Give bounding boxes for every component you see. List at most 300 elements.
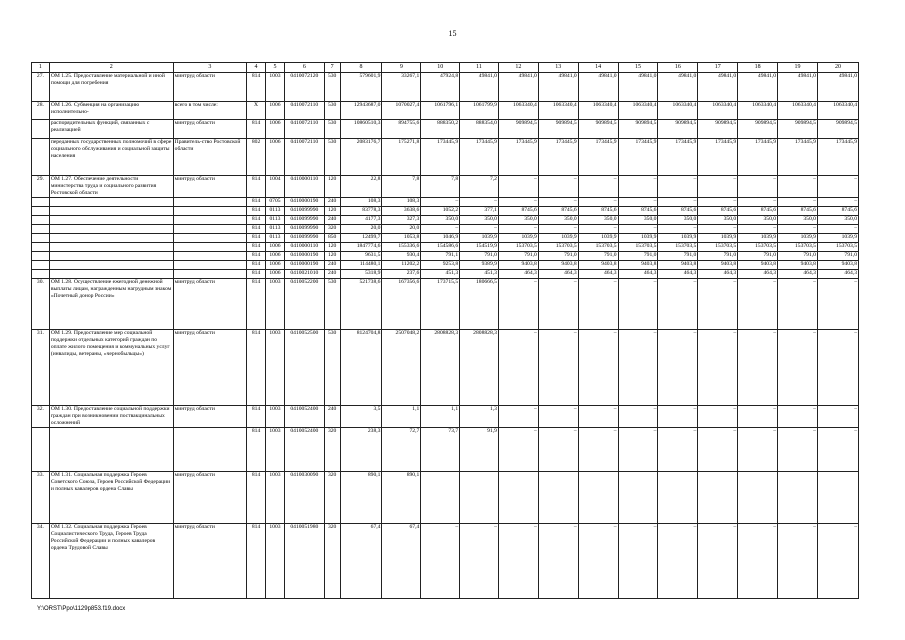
table-cell: – [698, 225, 738, 234]
table-cell: 814 [247, 234, 266, 243]
table-cell: – [578, 330, 618, 406]
table-row [32, 243, 859, 252]
table-cell: 1063340,4 [618, 102, 658, 120]
table-cell: – [658, 225, 698, 234]
table-cell: 175271,8 [382, 139, 421, 176]
table-cell: 814 [247, 198, 266, 207]
table-cell: 530 [324, 73, 340, 102]
table-cell: 10860510,3 [340, 120, 382, 139]
table-cell: 33267,1 [382, 73, 421, 102]
table-cell: 2507048,2 [382, 330, 421, 406]
table-cell [49, 207, 173, 216]
table-cell: 791,1 [421, 252, 460, 261]
table-cell: 9403,8 [498, 261, 538, 270]
table-row [32, 73, 859, 102]
table-cell: 153703,5 [778, 243, 818, 252]
table-cell: 377,1 [460, 207, 499, 216]
table-cell: – [778, 330, 818, 406]
table-row [32, 279, 859, 330]
table-cell: минтруд области [173, 73, 246, 102]
table-cell: 1063340,4 [738, 102, 778, 120]
table-cell: 451,3 [460, 270, 499, 279]
table-cell [658, 472, 698, 524]
table-cell: 579601,9 [340, 73, 382, 102]
table-cell: минтруд области [173, 176, 246, 198]
table-cell: 0410052500 [284, 330, 324, 406]
table-cell: – [578, 428, 618, 472]
table-cell: 1006 [266, 139, 285, 176]
table-cell: 173445,9 [421, 139, 460, 176]
table-cell: – [778, 524, 818, 599]
table-cell [173, 225, 246, 234]
table-cell: – [618, 225, 658, 234]
column-header: 6 [284, 63, 324, 73]
table-cell: 0410099990 [284, 216, 324, 225]
table-cell: 1003 [266, 472, 285, 524]
table-cell: ОМ 1.26. Субвенция на организацию исполнительно- [49, 102, 173, 120]
table-cell: 0410000110 [284, 243, 324, 252]
table-cell: 1003 [266, 406, 285, 428]
table-cell: 1006 [266, 120, 285, 139]
table-cell: 108,3 [382, 198, 421, 207]
table-cell: 802 [247, 139, 266, 176]
table-cell: 240 [324, 406, 340, 428]
table-cell: 320 [324, 524, 340, 599]
table-cell: 91,9 [460, 428, 499, 472]
column-header: 4 [247, 63, 266, 73]
table-cell: 464,3 [618, 270, 658, 279]
table-cell: 1847774,6 [340, 243, 382, 252]
table-cell: 464,3 [578, 270, 618, 279]
table-cell: 0410000190 [284, 261, 324, 270]
table-cell: 1039,9 [698, 234, 738, 243]
table-cell: – [817, 406, 858, 428]
table-cell [173, 261, 246, 270]
table-cell: 0410072110 [284, 139, 324, 176]
table-cell: 108,3 [340, 198, 382, 207]
table-row [32, 252, 859, 261]
table-cell: 909894,5 [817, 120, 858, 139]
table-cell: 1063340,4 [817, 102, 858, 120]
table-cell: 173445,9 [778, 139, 818, 176]
table-cell: 0410099990 [284, 234, 324, 243]
table-cell: – [658, 279, 698, 330]
table-cell: – [538, 406, 578, 428]
table-cell: 9403,8 [738, 261, 778, 270]
table-cell: 320 [324, 472, 340, 524]
table-cell: 32. [32, 406, 50, 428]
table-cell: – [778, 279, 818, 330]
table-row [32, 406, 859, 428]
table-cell: – [538, 225, 578, 234]
table-cell: 464,3 [778, 270, 818, 279]
table-row [32, 120, 859, 139]
table-cell: 120 [324, 207, 340, 216]
column-header: 14 [578, 63, 618, 73]
table-cell: 909894,5 [538, 120, 578, 139]
table-cell: 814 [247, 330, 266, 406]
table-cell: 1063340,4 [778, 102, 818, 120]
table-cell: 1039,9 [538, 234, 578, 243]
table-cell: 153703,5 [498, 243, 538, 252]
table-cell: 8124704,8 [340, 330, 382, 406]
table-cell: 49841,0 [778, 73, 818, 102]
table-cell [173, 234, 246, 243]
table-row [32, 207, 859, 216]
table-cell: 350,0 [778, 216, 818, 225]
table-cell: 49841,0 [618, 73, 658, 102]
table-cell: 0410099990 [284, 225, 324, 234]
table-cell: 0410000190 [284, 198, 324, 207]
table-cell: 173445,9 [538, 139, 578, 176]
table-cell: 350,0 [578, 216, 618, 225]
table-cell: 1006 [266, 270, 285, 279]
table-cell [173, 428, 246, 472]
table-row [32, 234, 859, 243]
table-cell [578, 472, 618, 524]
table-cell: – [578, 225, 618, 234]
table-cell: ОМ 1.30. Предоставление социальной поддержки граждан при возникновении поствакцинальных осложнений [49, 406, 173, 428]
table-cell: 240 [324, 270, 340, 279]
table-cell: – [658, 198, 698, 207]
table-cell: 1063340,4 [658, 102, 698, 120]
table-cell: – [498, 524, 538, 599]
table-row [32, 198, 859, 207]
table-cell: 49841,0 [738, 73, 778, 102]
table-cell: 4177,3 [340, 216, 382, 225]
file-path-footer: Y:\ORST\Ppo\1129p853.f19.docx [37, 606, 126, 612]
table-cell: 1003 [266, 524, 285, 599]
table-cell: 464,3 [698, 270, 738, 279]
table-cell: – [498, 198, 538, 207]
table-cell: 155336,6 [382, 243, 421, 252]
table-cell: – [658, 406, 698, 428]
table-cell: 1,1 [421, 406, 460, 428]
table-cell [32, 252, 50, 261]
table-cell: 0410072110 [284, 102, 324, 120]
table-cell: 11202,2 [382, 261, 421, 270]
table-cell: 27. [32, 73, 50, 102]
table-cell: минтруд области [173, 120, 246, 139]
column-header: 7 [324, 63, 340, 73]
table-cell: 8745,6 [538, 207, 578, 216]
table-cell [32, 216, 50, 225]
table-cell: 791,0 [738, 252, 778, 261]
table-cell: 320 [324, 225, 340, 234]
table-cell: 154586,6 [421, 243, 460, 252]
table-cell: 930,4 [382, 252, 421, 261]
table-cell: – [817, 176, 858, 198]
table-cell: 34. [32, 524, 50, 599]
column-header: 2 [49, 63, 173, 73]
table-cell: 814 [247, 270, 266, 279]
table-cell: 1039,9 [618, 234, 658, 243]
table-cell: 814 [247, 252, 266, 261]
table-row [32, 270, 859, 279]
table-cell: минтруд области [173, 330, 246, 406]
table-cell: 167356,6 [382, 279, 421, 330]
table-cell: 894755,6 [382, 120, 421, 139]
table-cell: 1006 [266, 102, 285, 120]
table-cell: – [738, 279, 778, 330]
table-cell: 0410052400 [284, 406, 324, 428]
table-cell [173, 198, 246, 207]
table-cell: 240 [324, 216, 340, 225]
table-cell: 327,3 [382, 216, 421, 225]
table-cell: 153703,5 [618, 243, 658, 252]
table-cell: – [738, 330, 778, 406]
table-cell: 1006 [266, 261, 285, 270]
table-cell: 2808828,3 [421, 330, 460, 406]
table-cell: 530 [324, 102, 340, 120]
table-cell [49, 225, 173, 234]
table-cell: 22,8 [340, 176, 382, 198]
table-cell: 791,0 [538, 252, 578, 261]
table-cell: 173445,9 [460, 139, 499, 176]
table-cell: минтруд области [173, 406, 246, 428]
table-cell [421, 472, 460, 524]
table-cell: 814 [247, 428, 266, 472]
table-cell: 909894,5 [738, 120, 778, 139]
table-cell: – [738, 406, 778, 428]
table-cell: 791,0 [778, 252, 818, 261]
table-cell: 67,4 [382, 524, 421, 599]
table-cell: – [538, 330, 578, 406]
table-cell: 909894,5 [578, 120, 618, 139]
table-cell: 173445,9 [698, 139, 738, 176]
table-cell: 890,1 [382, 472, 421, 524]
table-cell: 9631,5 [340, 252, 382, 261]
table-cell: 72,7 [382, 428, 421, 472]
table-cell: 30. [32, 279, 50, 330]
table-cell: 0410000110 [284, 176, 324, 198]
table-cell: 9389,9 [460, 261, 499, 270]
column-header: 8 [340, 63, 382, 73]
table-cell: 12943687,0 [340, 102, 382, 120]
table-cell: 791,0 [460, 252, 499, 261]
table-row [32, 261, 859, 270]
table-cell: всего в том числе: [173, 102, 246, 120]
table-cell: 31. [32, 330, 50, 406]
table-cell: 9403,8 [778, 261, 818, 270]
table-cell: 1070027,4 [382, 102, 421, 120]
table-cell: 350,0 [698, 216, 738, 225]
table-cell: 814 [247, 261, 266, 270]
table-cell: 173445,9 [658, 139, 698, 176]
table-cell: 1006 [266, 243, 285, 252]
table-cell: 240 [324, 198, 340, 207]
column-header: 13 [538, 63, 578, 73]
table-cell: 814 [247, 176, 266, 198]
column-header: 12 [498, 63, 538, 73]
table-cell [32, 225, 50, 234]
table-cell: 814 [247, 279, 266, 330]
table-cell: – [618, 279, 658, 330]
table-cell: 0410052200 [284, 279, 324, 330]
table-cell: 814 [247, 225, 266, 234]
table-cell: – [460, 198, 499, 207]
table-cell: 114480,1 [340, 261, 382, 270]
table-cell [49, 216, 173, 225]
table-cell: 173445,9 [498, 139, 538, 176]
table-cell: 1,1 [382, 406, 421, 428]
table-cell [460, 472, 499, 524]
table-cell: 791,0 [618, 252, 658, 261]
table-cell: – [778, 406, 818, 428]
table-cell [49, 270, 173, 279]
table-cell: 1039,9 [817, 234, 858, 243]
table-cell: 1039,9 [578, 234, 618, 243]
table-cell: 0113 [266, 234, 285, 243]
table-cell: 2808828,3 [460, 330, 499, 406]
table-cell: 1039,9 [658, 234, 698, 243]
table-cell: 1039,9 [778, 234, 818, 243]
table-cell: 350,0 [658, 216, 698, 225]
table-cell: 1039,9 [460, 234, 499, 243]
table-cell: 1063340,4 [538, 102, 578, 120]
table-cell: – [578, 279, 618, 330]
table-cell: 240 [324, 261, 340, 270]
table-cell [173, 216, 246, 225]
table-cell: 9403,8 [578, 261, 618, 270]
table-row [32, 139, 859, 176]
table-row [32, 524, 859, 599]
table-cell: – [421, 225, 460, 234]
column-header: 3 [173, 63, 246, 73]
table-cell: – [698, 524, 738, 599]
table-cell: – [618, 524, 658, 599]
table-cell: 909894,5 [618, 120, 658, 139]
table-cell: 890,1 [340, 472, 382, 524]
table-cell: 0410000190 [284, 252, 324, 261]
table-cell: 2083176,7 [340, 139, 382, 176]
table-cell: – [460, 225, 499, 234]
column-header: 11 [460, 63, 499, 73]
table-cell: 49841,0 [698, 73, 738, 102]
table-cell: 238,3 [340, 428, 382, 472]
table-cell [173, 243, 246, 252]
table-cell: 153703,5 [817, 243, 858, 252]
table-row [32, 176, 859, 198]
table-cell: 1046,9 [421, 234, 460, 243]
table-cell [817, 472, 858, 524]
column-header: 1 [32, 63, 50, 73]
table-cell: 814 [247, 216, 266, 225]
table-cell: – [778, 176, 818, 198]
table-cell: 153703,5 [538, 243, 578, 252]
table-cell: 8745,6 [658, 207, 698, 216]
table-cell: – [817, 428, 858, 472]
table-cell: ОМ 1.27. Обеспечение деятельности министерства труда и социального развития Ростовской области [49, 176, 173, 198]
budget-table [31, 62, 859, 599]
table-cell: – [817, 198, 858, 207]
column-header: 18 [738, 63, 778, 73]
table-cell: – [498, 279, 538, 330]
table-cell: 530 [324, 330, 340, 406]
table-cell: 530 [324, 120, 340, 139]
table-cell [32, 139, 50, 176]
table-cell: 850 [324, 234, 340, 243]
table-cell: 350,0 [421, 216, 460, 225]
table-cell: 33. [32, 472, 50, 524]
table-cell: 1003 [266, 73, 285, 102]
table-cell: 49841,0 [498, 73, 538, 102]
table-cell [173, 207, 246, 216]
table-cell: 530 [324, 279, 340, 330]
column-header: 20 [817, 63, 858, 73]
table-cell: 814 [247, 243, 266, 252]
table-cell: 791,0 [658, 252, 698, 261]
table-cell: – [460, 524, 499, 599]
table-cell: – [498, 428, 538, 472]
table-cell: 350,0 [817, 216, 858, 225]
table-cell: – [538, 176, 578, 198]
table-cell: – [578, 406, 618, 428]
table-cell: – [698, 428, 738, 472]
table-cell: – [538, 279, 578, 330]
table-cell: 451,3 [421, 270, 460, 279]
table-cell [32, 120, 50, 139]
table-cell: – [421, 524, 460, 599]
table-cell: – [538, 198, 578, 207]
table-cell: 20,0 [340, 225, 382, 234]
table-cell [49, 428, 173, 472]
table-cell: 153703,5 [658, 243, 698, 252]
table-cell: 154519,9 [460, 243, 499, 252]
table-cell [738, 472, 778, 524]
table-cell: 909894,5 [778, 120, 818, 139]
table-cell: распорядительных функций, связанных с реализацией [49, 120, 173, 139]
table-cell: 83778,3 [340, 207, 382, 216]
table-cell: 814 [247, 120, 266, 139]
table-cell: 1063340,4 [698, 102, 738, 120]
column-header: 10 [421, 63, 460, 73]
table-cell: – [618, 406, 658, 428]
table-cell: 521738,6 [340, 279, 382, 330]
table-cell: ОМ 1.31. Социальная поддержка Героев Советского Союза, Героев Российской Федерации и полных кавалеров ордена Славы [49, 472, 173, 524]
table-cell: 8745,6 [498, 207, 538, 216]
table-cell [49, 261, 173, 270]
table-cell: 0410052400 [284, 428, 324, 472]
table-cell: 7,8 [421, 176, 460, 198]
table-cell: – [817, 225, 858, 234]
table-cell: 8745,6 [578, 207, 618, 216]
table-cell: – [538, 524, 578, 599]
table-cell [49, 243, 173, 252]
table-cell: 350,0 [538, 216, 578, 225]
table-cell: – [778, 428, 818, 472]
table-cell: 464,3 [817, 270, 858, 279]
table-cell: 153703,5 [578, 243, 618, 252]
table-cell: – [618, 198, 658, 207]
table-cell: 3,5 [340, 406, 382, 428]
table-cell: – [578, 176, 618, 198]
table-cell [538, 472, 578, 524]
table-cell: – [778, 198, 818, 207]
table-cell: 173445,9 [578, 139, 618, 176]
table-cell: 791,0 [578, 252, 618, 261]
table-row [32, 225, 859, 234]
table-cell: 173445,9 [738, 139, 778, 176]
column-number-header-row [32, 63, 859, 73]
table-cell: 1039,9 [498, 234, 538, 243]
table-cell: 350,0 [618, 216, 658, 225]
table-cell: 49841,0 [460, 73, 499, 102]
table-cell: 180666,5 [460, 279, 499, 330]
table-cell: 120 [324, 252, 340, 261]
table-cell [618, 472, 658, 524]
table-cell: 9403,8 [618, 261, 658, 270]
